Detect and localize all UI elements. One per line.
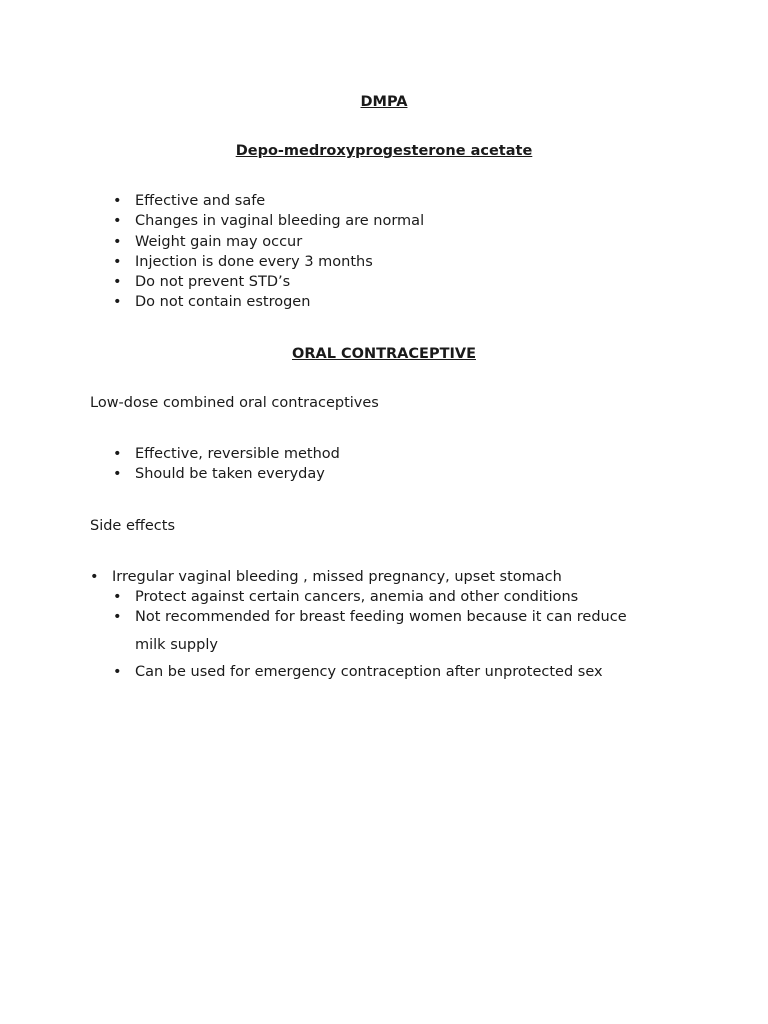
list-item: • Should be taken everyday	[135, 464, 340, 484]
list-item: • Irregular vaginal bleeding , missed pregnancy, upset stomach	[112, 567, 562, 587]
continuation-text: milk supply	[135, 637, 218, 654]
bullet-icon: •	[113, 466, 122, 483]
bullet-icon: •	[113, 193, 122, 209]
list-item: • Protect against certain cancers, anemia and other conditions	[135, 587, 627, 607]
side-effects-outer-list	[90, 567, 562, 587]
list-item: • Do not prevent STD’s	[135, 272, 424, 292]
list-item: • Do not contain estrogen	[135, 292, 424, 312]
bullet-icon: •	[113, 609, 122, 626]
oral-bullet-list	[113, 444, 340, 485]
side-effects-bullet-list	[113, 587, 627, 683]
bullet-icon: •	[113, 664, 122, 681]
list-item: • Can be used for emergency contraception after unprotected sex	[135, 662, 627, 682]
side-effects-label: Side effects	[90, 518, 176, 534]
bullet-icon: •	[113, 233, 122, 250]
oral-contraceptive-title: ORAL CONTRACEPTIVE	[292, 346, 476, 362]
bullet-icon: •	[90, 569, 99, 585]
dmpa-bullet-list	[113, 191, 425, 313]
dmpa-subtitle: Depo-medroxyprogesterone acetate	[235, 143, 533, 159]
list-item: • Effective and safe	[135, 191, 424, 211]
bullet-icon: •	[113, 253, 122, 270]
bullet-icon: •	[113, 589, 122, 605]
oral-intro-text: Low-dose combined oral contraceptives	[90, 395, 379, 411]
bullet-icon: •	[113, 446, 122, 462]
list-item: • Effective, reversible method	[135, 444, 340, 464]
list-item: • Injection is done every 3 months	[135, 252, 424, 272]
bullet-icon: •	[113, 213, 122, 230]
dmpa-title: DMPA	[360, 94, 408, 110]
list-item: • Weight gain may occur	[135, 232, 424, 252]
bullet-icon: •	[113, 274, 122, 291]
list-item: • Changes in vaginal bleeding are normal	[135, 211, 424, 231]
list-item: • Not recommended for breast feeding women because it can reduce milk supply	[113, 609, 627, 654]
bullet-icon: •	[113, 294, 122, 311]
